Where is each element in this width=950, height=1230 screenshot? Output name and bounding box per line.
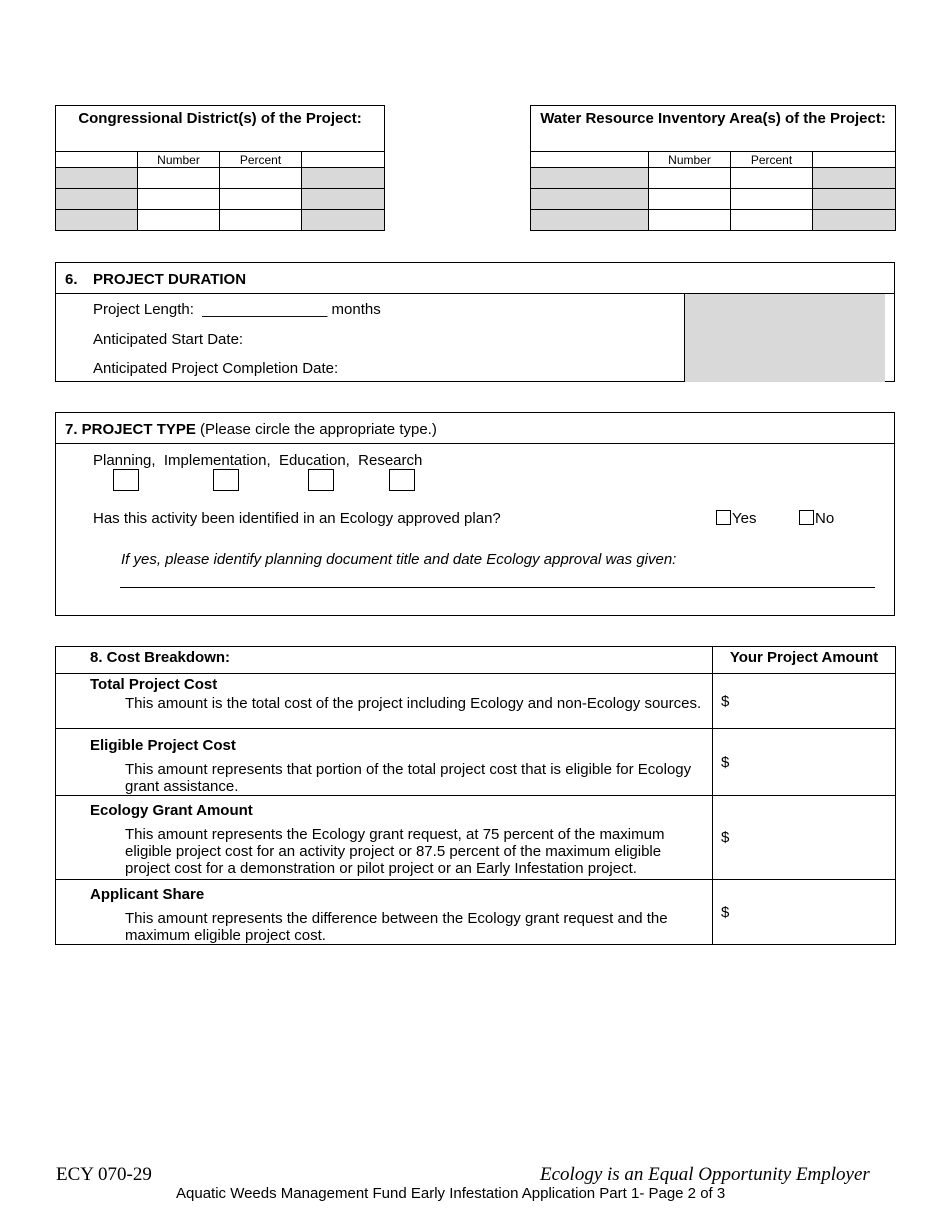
duration-section-number: 6. — [65, 271, 78, 288]
project-length-field[interactable]: Project Length: _______________ months — [93, 301, 381, 318]
eligible-project-cost-amount[interactable] — [713, 729, 896, 796]
project-type-heading — [65, 421, 437, 438]
ecology-grant-amount[interactable] — [713, 796, 896, 880]
cost-row-title: Eligible Project Cost — [90, 737, 236, 754]
congressional-number-cell[interactable] — [138, 168, 220, 189]
wria-percent-header: Percent — [731, 152, 813, 168]
wria-percent-cell[interactable] — [731, 189, 813, 210]
wria-table — [530, 105, 896, 231]
wria-number-cell[interactable] — [649, 189, 731, 210]
applicant-share-amount[interactable] — [713, 880, 896, 945]
congressional-percent-cell[interactable] — [220, 168, 302, 189]
education-checkbox[interactable] — [308, 469, 334, 491]
cost-breakdown-heading: 8. Cost Breakdown: — [90, 649, 231, 666]
wria-number-header: Number — [649, 152, 731, 168]
amount-column-header — [713, 647, 896, 674]
cost-row-title: Total Project Cost — [90, 676, 218, 693]
start-date-field[interactable]: Anticipated Start Date: — [93, 331, 244, 348]
wria-number-cell[interactable] — [649, 168, 731, 189]
congressional-district-title: Congressional District(s) of the Project: — [56, 106, 385, 152]
your-project-amount-label: Your Project Amount — [729, 649, 879, 666]
equal-opportunity-statement: Ecology is an Equal Opportunity Employer — [540, 1164, 870, 1185]
no-option[interactable] — [799, 510, 834, 527]
project-types-list: Planning, Implementation, Education, Research — [93, 452, 423, 469]
duration-heading: PROJECT DURATION — [93, 271, 247, 288]
approved-plan-question: Has this activity been identified in an Ecology approved plan? — [93, 510, 501, 527]
congressional-number-header: Number — [138, 152, 220, 168]
cost-row-title: Ecology Grant Amount — [90, 802, 253, 819]
project-type-heading-bold: 7. PROJECT TYPE — [65, 421, 196, 438]
research-checkbox[interactable] — [389, 469, 415, 491]
wria-percent-cell[interactable] — [731, 168, 813, 189]
no-checkbox[interactable] — [799, 510, 814, 525]
wria-percent-cell[interactable] — [731, 210, 813, 231]
planning-document-prompt: If yes, please identify planning document title and date Ecology approval was given: — [121, 551, 677, 568]
no-label: No — [815, 510, 835, 527]
dollar-sign: $ — [721, 829, 730, 846]
wria-title: Water Resource Inventory Area(s) of the Project: — [531, 106, 896, 152]
cost-row — [56, 729, 713, 796]
project-type-heading-note: (Please circle the appropriate type.) — [195, 421, 437, 438]
congressional-number-cell[interactable] — [138, 189, 220, 210]
planning-document-answer-line[interactable] — [120, 587, 875, 588]
total-project-cost-amount[interactable] — [713, 674, 896, 729]
cost-row-description: This amount represents the Ecology grant request, at 75 percent of the maximum eligible project cost for an activity project or 87.5 percent of the maximum eligible project cost for a demonstration or pilot project or an Early Infestation project. — [125, 826, 665, 877]
dollar-sign: $ — [721, 903, 730, 921]
project-duration-section — [55, 262, 895, 382]
congressional-percent-header: Percent — [220, 152, 302, 168]
yes-checkbox[interactable] — [716, 510, 731, 525]
cost-row — [56, 880, 713, 945]
dollar-sign: $ — [721, 692, 730, 710]
congressional-number-cell[interactable] — [138, 210, 220, 231]
form-number: ECY 070-29 — [56, 1164, 152, 1185]
cost-row-description: This amount represents that portion of the total project cost that is eligible for Ecology grant assistance. — [125, 761, 692, 795]
completion-date-field[interactable]: Anticipated Project Completion Date: — [93, 360, 339, 377]
implementation-checkbox[interactable] — [213, 469, 239, 491]
cost-row-description: This amount represents the difference between the Ecology grant request and the maximum eligible project cost. — [125, 910, 668, 944]
project-type-section — [55, 412, 895, 616]
yes-option[interactable] — [716, 510, 756, 527]
planning-checkbox[interactable] — [113, 469, 139, 491]
congressional-percent-cell[interactable] — [220, 189, 302, 210]
congressional-percent-cell[interactable] — [220, 210, 302, 231]
cost-row — [56, 796, 713, 880]
wria-number-cell[interactable] — [649, 210, 731, 231]
page-footer-line: Aquatic Weeds Management Fund Early Infestation Application Part 1- Page 2 of 3 — [176, 1185, 726, 1202]
cost-breakdown-header — [56, 647, 713, 674]
cost-row-title: Applicant Share — [90, 886, 205, 903]
dollar-sign: $ — [721, 753, 730, 771]
cost-row — [56, 674, 713, 729]
yes-label: Yes — [732, 510, 757, 527]
cost-row-description: This amount is the total cost of the project including Ecology and non-Ecology sources. — [125, 695, 702, 712]
duration-shaded-area — [685, 294, 885, 382]
cost-breakdown-table — [55, 646, 896, 945]
congressional-district-table — [55, 105, 385, 231]
